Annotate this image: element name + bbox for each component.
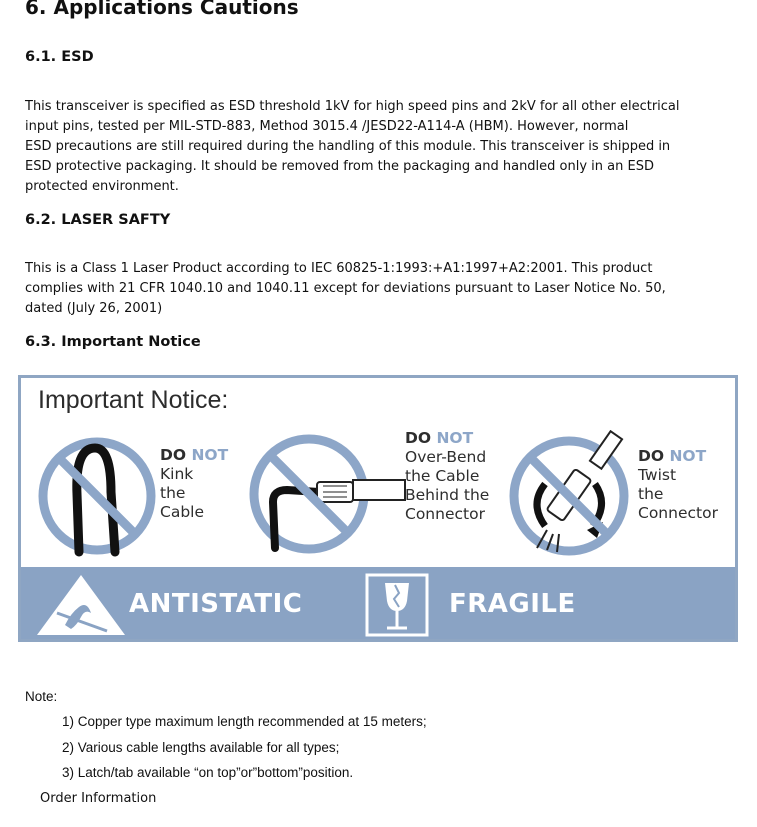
caption-line: Connector <box>638 504 718 522</box>
fragile-glass-icon <box>365 573 429 637</box>
esd-line: This transceiver is specified as ESD threshold 1kV for high speed pins and 2kV for all other electrical <box>25 99 680 114</box>
laser-line: complies with 21 CFR 1040.10 and 1040.11 except for deviations pursuant to Laser Notice No. 50, <box>25 281 666 296</box>
note-label: Note: <box>25 689 58 704</box>
antistatic-label: ANTISTATIC <box>129 589 303 619</box>
not-word: NOT <box>191 446 229 464</box>
warning-kink-caption <box>160 446 228 522</box>
caption-line: Kink <box>160 465 194 483</box>
caption-line: the Cable <box>405 467 480 485</box>
note-item: 2) Various cable lengths available for all types; <box>62 740 340 755</box>
esd-line: protected environment. <box>25 179 179 194</box>
not-word: NOT <box>669 447 707 465</box>
esd-line: input pins, tested per MIL-STD-883, Method 3015.4 /JESD22-A114-A (HBM). However, normal <box>25 119 629 134</box>
important-heading: 6.3. Important Notice <box>25 334 201 350</box>
no-over-bend-icon <box>247 430 407 556</box>
laser-line: dated (July 26, 2001) <box>25 301 163 316</box>
caption-line: Twist <box>638 466 677 484</box>
order-information-heading: Order Information <box>40 791 157 806</box>
no-kink-cable-icon <box>35 434 159 558</box>
note-item: 1) Copper type maximum length recommended at 15 meters; <box>62 714 427 729</box>
caption-line: Over-Bend <box>405 448 487 466</box>
laser-heading: 6.2. LASER SAFTY <box>25 212 171 228</box>
caption-line: Cable <box>160 503 205 521</box>
caption-line: the <box>638 485 664 503</box>
laser-paragraph <box>25 259 725 319</box>
not-word: NOT <box>436 429 474 447</box>
esd-line: ESD protective packaging. It should be removed from the packaging and handled only in an ESD <box>25 159 654 174</box>
esd-line: ESD precautions are still required during the handling of this module. This transceiver is shipped in <box>25 139 671 154</box>
esd-paragraph <box>25 97 725 197</box>
important-notice-graphic <box>18 375 738 642</box>
notice-graphic-title: Important Notice: <box>38 386 229 414</box>
fragile-label: FRAGILE <box>449 589 576 619</box>
caption-line: Connector <box>405 505 485 523</box>
do-word: DO <box>638 447 665 465</box>
no-twist-connector-icon <box>507 430 637 558</box>
caption-line: Behind the <box>405 486 490 504</box>
esd-heading: 6.1. ESD <box>25 49 94 65</box>
warning-over-bend-caption <box>405 429 489 524</box>
caption-line: the <box>160 484 186 502</box>
do-word: DO <box>405 429 432 447</box>
handling-band <box>21 567 735 642</box>
laser-line: This is a Class 1 Laser Product according to IEC 60825-1:1993:+A1:1997+A2:2001. This product <box>25 261 653 276</box>
do-word: DO <box>160 446 187 464</box>
section-title: 6. Applications Cautions <box>25 0 299 19</box>
note-item: 3) Latch/tab available “on top”or”bottom”position. <box>62 765 354 780</box>
warning-twist-caption <box>638 447 718 523</box>
esd-warning-icon <box>35 573 127 637</box>
